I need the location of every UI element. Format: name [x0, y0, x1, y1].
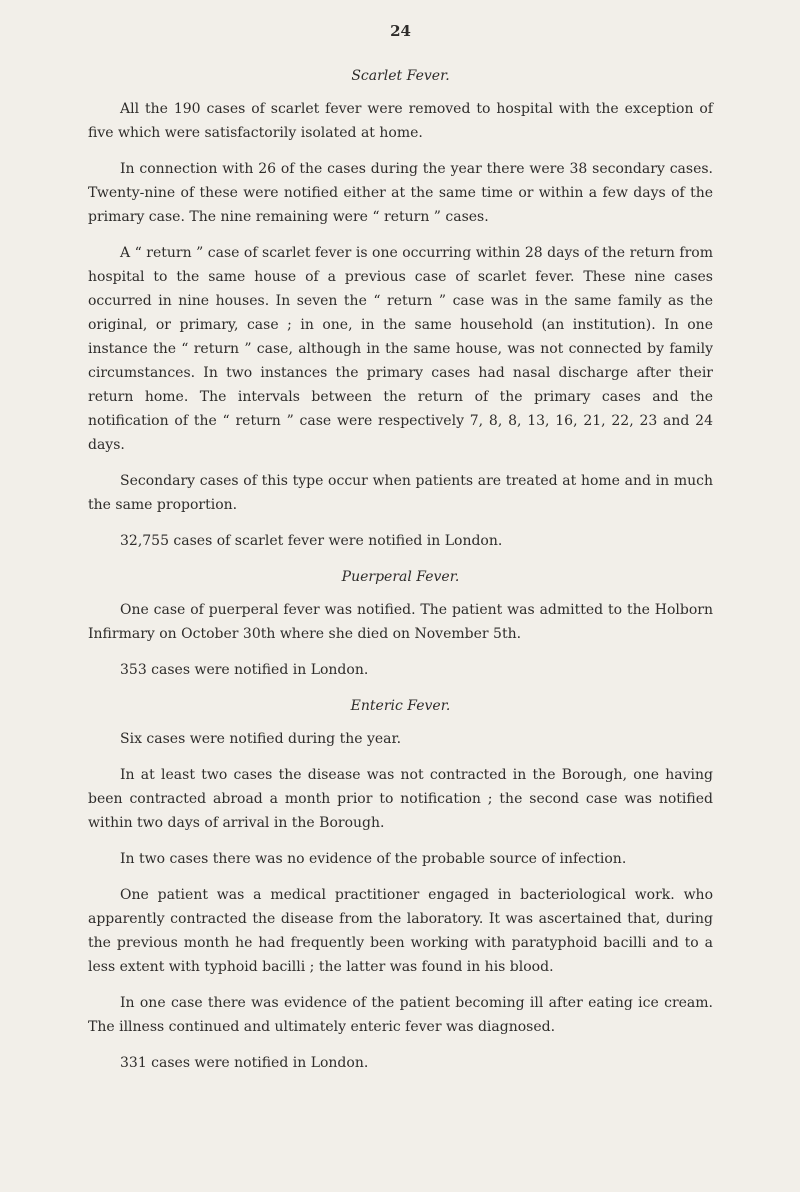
paragraph: In connection with 26 of the cases during the year there were 38 secondary cases. Twenty-nine of these were notified either at the same time or within a few days of the primary case. The nine remaining were “ return ” cases.	[88, 161, 713, 225]
paragraph: 32,755 cases of scarlet fever were notified in London.	[120, 533, 503, 549]
paragraph: One patient was a medical practitioner engaged in bacteriological work. who apparently contracted the disease from the laboratory. It was ascertained that, during the previous month he had frequently been working with paratyphoid bacilli and to a less extent with typhoid bacilli ; the latter was found in his blood.	[88, 887, 713, 975]
paragraph: All the 190 cases of scarlet fever were removed to hospital with the exception of five which were satisfactorily isolated at home.	[88, 101, 713, 141]
section-enteric-fever	[88, 694, 713, 1075]
page-number: 24	[390, 22, 411, 40]
paragraph: 331 cases were notified in London.	[120, 1055, 369, 1071]
paragraph: In one case there was evidence of the patient becoming ill after eating ice cream. The illness continued and ultimately enteric fever was diagnosed.	[88, 995, 713, 1035]
section-scarlet-fever	[88, 64, 713, 553]
paragraph: A “ return ” case of scarlet fever is one occurring within 28 days of the return from hospital to the same house of a previous case of scarlet fever. These nine cases occurred in nine houses. In seven the “ return ” case was in the same family as the original, or primary, case ; in one, in the same household (an institution). In one instance the “ return ” case, although in the same house, was not connected by family circumstances. In two instances the primary cases had nasal discharge after their return home. The intervals between the return of the primary cases and the notification of the “ return ” case were respectively 7, 8, 8, 13, 16, 21, 22, 23 and 24 days.	[88, 245, 713, 453]
paragraph: 353 cases were notified in London.	[120, 662, 369, 678]
paragraph: Secondary cases of this type occur when patients are treated at home and in much the same proportion.	[88, 473, 713, 513]
section-puerperal-fever	[88, 565, 713, 682]
paragraph: In at least two cases the disease was not contracted in the Borough, one having been contracted abroad a month prior to notification ; the second case was notified within two days of arrival in the Borough.	[88, 767, 713, 831]
paragraph: In two cases there was no evidence of the probable source of infection.	[120, 851, 627, 867]
paragraph: One case of puerperal fever was notified. The patient was admitted to the Holborn Infirmary on October 30th where she died on November 5th.	[88, 602, 713, 642]
paragraph: Six cases were notified during the year.	[120, 731, 402, 747]
section-heading: Scarlet Fever.	[351, 68, 450, 84]
section-heading: Puerperal Fever.	[341, 569, 460, 585]
section-heading: Enteric Fever.	[350, 698, 451, 714]
document-page	[88, 22, 713, 1087]
